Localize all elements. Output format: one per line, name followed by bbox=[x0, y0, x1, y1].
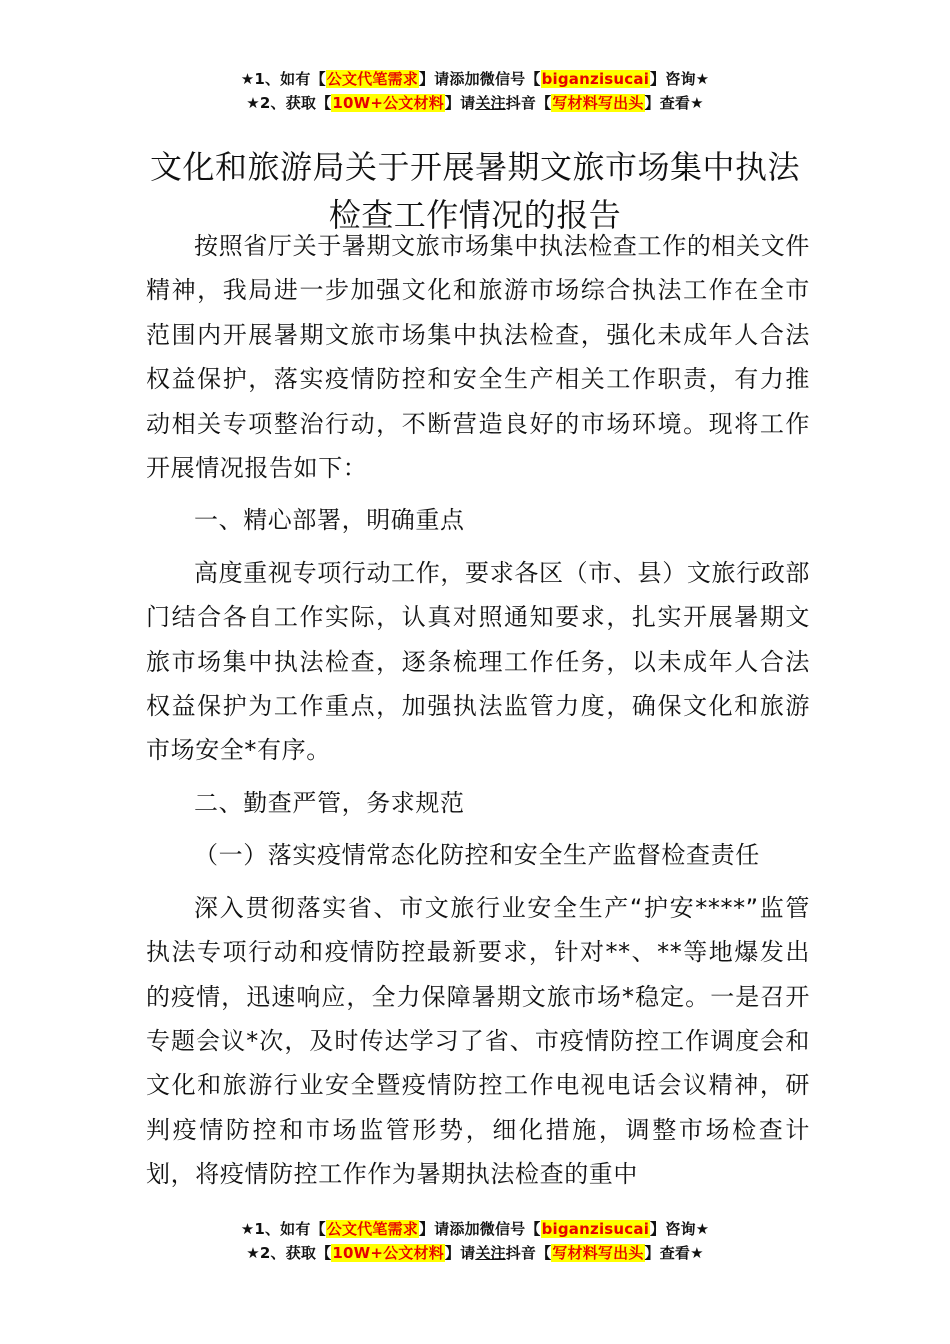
promo-highlight: 公文代笔需求 bbox=[326, 70, 418, 88]
douyin-id-highlight: 写材料写出头 bbox=[552, 94, 644, 112]
header-promo-banner bbox=[0, 68, 950, 116]
section-heading: 二、勤查严管，务求规范 bbox=[194, 788, 465, 817]
promo-highlight: 10W+公文材料 bbox=[332, 1244, 444, 1262]
promo-text: ★1、如有【 bbox=[240, 1220, 326, 1238]
promo-text: 】请 bbox=[444, 1244, 476, 1262]
body-paragraph: 按照省厅关于暑期文旅市场集中执法检查工作的相关文件精神，我局进一步加强文化和旅游市场综合执法工作在全市范围内开展暑期文旅市场集中执法检查，强化未成年人合法权益保护，落实疫情防控和安全生产相关工作职责，有力推动相关专项整治行动，不断营造良好的市场环境。现将工作开展情况报告如下： bbox=[146, 232, 810, 483]
promo-highlight: 10W+公文材料 bbox=[332, 94, 444, 112]
promo-text: 】查看★ bbox=[644, 1244, 704, 1262]
promo-text: 】咨询★ bbox=[650, 1220, 710, 1238]
wechat-id-highlight: biganzisucai bbox=[541, 1220, 650, 1238]
promo-highlight: 公文代笔需求 bbox=[326, 1220, 418, 1238]
promo-text: 】请 bbox=[444, 94, 476, 112]
promo-text: 】请添加微信号【 bbox=[418, 70, 541, 88]
promo-text: 抖音【 bbox=[505, 94, 552, 112]
douyin-id-highlight: 写材料写出头 bbox=[552, 1244, 644, 1262]
promo-text: ★2、获取【 bbox=[246, 94, 332, 112]
body-paragraph: 高度重视专项行动工作，要求各区（市、县）文旅行政部门结合各自工作实际，认真对照通知要求，扎实开展暑期文旅市场集中执法检查，逐条梳理工作任务，以未成年人合法权益保护为工作重点，加强执法监管力度，确保文化和旅游市场安全*有序。 bbox=[146, 558, 810, 765]
promo-text: 】咨询★ bbox=[650, 70, 710, 88]
wechat-id-highlight: biganzisucai bbox=[541, 70, 650, 88]
promo-underlined-text: 关注 bbox=[475, 94, 506, 112]
document-title: 文化和旅游局关于开展暑期文旅市场集中执法检查工作情况的报告 bbox=[150, 148, 801, 235]
promo-text: ★1、如有【 bbox=[240, 70, 326, 88]
promo-underlined-text: 关注 bbox=[475, 1244, 506, 1262]
promo-line-1 bbox=[0, 1218, 950, 1242]
promo-line-2 bbox=[0, 1242, 950, 1266]
promo-line-1 bbox=[0, 68, 950, 92]
body-paragraph: 深入贯彻落实省、市文旅行业安全生产“护安****”监管执法专项行动和疫情防控最新要求，针对**、**等地爆发出的疫情，迅速响应，全力保障暑期文旅市场*稳定。一是召开专题会议*次，及时传达学习了省、市疫情防控工作调度会和文化和旅游行业安全暨疫情防控工作电视电话会议精神，研判疫情防控和市场监管形势，细化措施，调整市场检查计划，将疫情防控工作作为暑期执法检查的重中 bbox=[146, 893, 810, 1189]
footer-promo-banner bbox=[0, 1218, 950, 1266]
section-heading: 一、精心部署，明确重点 bbox=[194, 506, 465, 535]
promo-text: 】查看★ bbox=[644, 94, 704, 112]
promo-text: 】请添加微信号【 bbox=[418, 1220, 541, 1238]
promo-text: 抖音【 bbox=[505, 1244, 552, 1262]
subsection-heading: （一）落实疫情常态化防控和安全生产监督检查责任 bbox=[194, 841, 760, 870]
promo-line-2 bbox=[0, 92, 950, 116]
document-body bbox=[146, 224, 810, 1205]
promo-text: ★2、获取【 bbox=[246, 1244, 332, 1262]
